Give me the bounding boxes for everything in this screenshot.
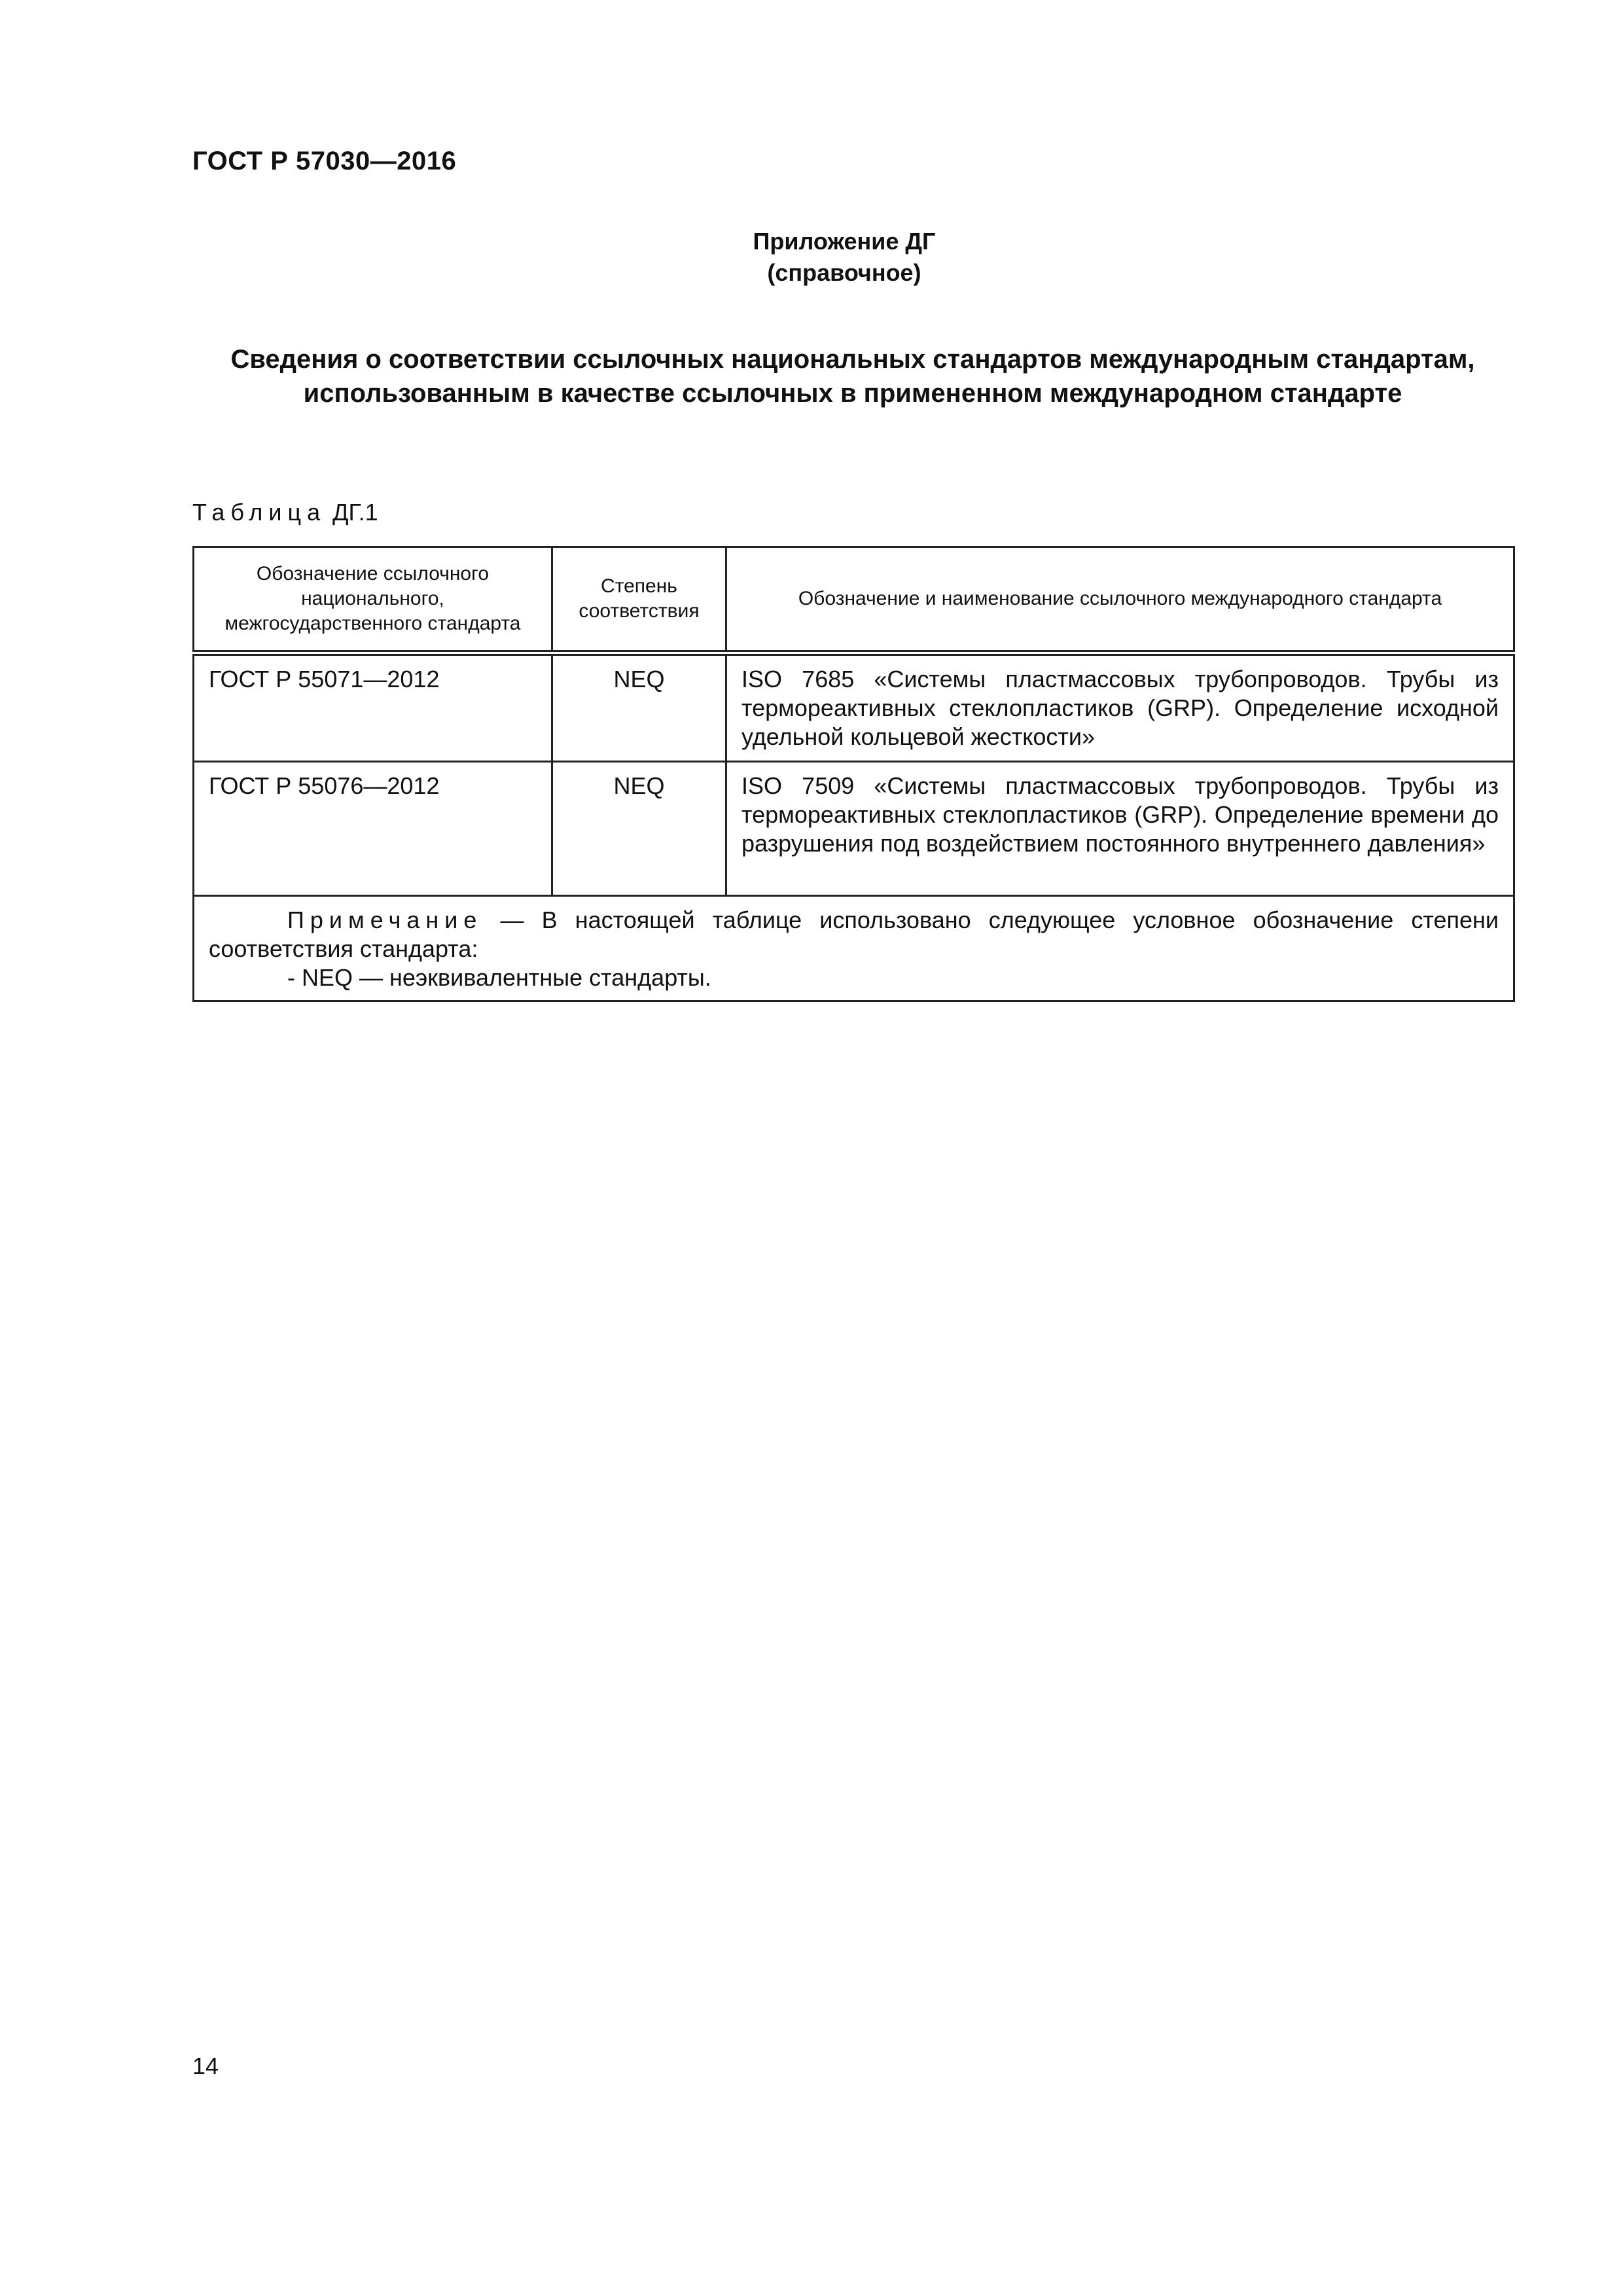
table-header-row: [194, 547, 1514, 653]
table-note-row: [194, 896, 1514, 1001]
table-caption-label: Таблица: [192, 499, 327, 526]
cell-degree: NEQ: [552, 762, 726, 896]
table-caption: [192, 499, 378, 526]
column-header-international: Обозначение и наименование ссылочного международного стандарта: [726, 547, 1514, 653]
table-note: [194, 896, 1514, 1001]
cell-reference: ГОСТ Р 55076—2012: [194, 762, 552, 896]
note-label: Примечание: [287, 906, 483, 933]
cell-degree: NEQ: [552, 653, 726, 762]
table-caption-number: ДГ.1: [332, 499, 378, 526]
cell-international: ISO 7509 «Системы пластмассовых трубопроводов. Трубы из термореактивных стеклопластиков (GRP). Определение времени до разрушения под воздействием постоянного внутреннего давления»: [726, 762, 1514, 896]
section-heading-line-1: Сведения о соответствии ссылочных национальных стандартов международным стандартам,: [230, 345, 1475, 374]
table-row: [194, 762, 1514, 896]
section-heading: [192, 342, 1513, 410]
document-code: ГОСТ Р 57030—2016: [192, 147, 457, 175]
correspondence-table: [192, 546, 1515, 1002]
page-number: 14: [192, 2053, 219, 2079]
note-list-item: - NEQ — неэквивалентные стандарты.: [287, 964, 711, 991]
note-paragraph: [209, 906, 1499, 963]
column-header-reference: Обозначение ссылочного национального, межгосударственного стандарта: [194, 547, 552, 653]
cell-international: ISO 7685 «Системы пластмассовых трубопроводов. Трубы из термореактивных стеклопластиков (GRP). Определение исходной удельной кольцевой жесткости»: [726, 653, 1514, 762]
section-heading-line-2: использованным в качестве ссылочных в примененном международном стандарте: [303, 379, 1402, 408]
cell-reference: ГОСТ Р 55071—2012: [194, 653, 552, 762]
note-text: В настоящей таблице использовано следующее условное обозначение степени соответствия стандарта:: [209, 906, 1499, 962]
appendix-kind: (справочное): [767, 259, 921, 286]
note-dash: —: [482, 906, 542, 933]
column-header-degree: Степень соответствия: [552, 547, 726, 653]
table-row: [194, 653, 1514, 762]
appendix-title: Приложение ДГ: [753, 228, 936, 255]
